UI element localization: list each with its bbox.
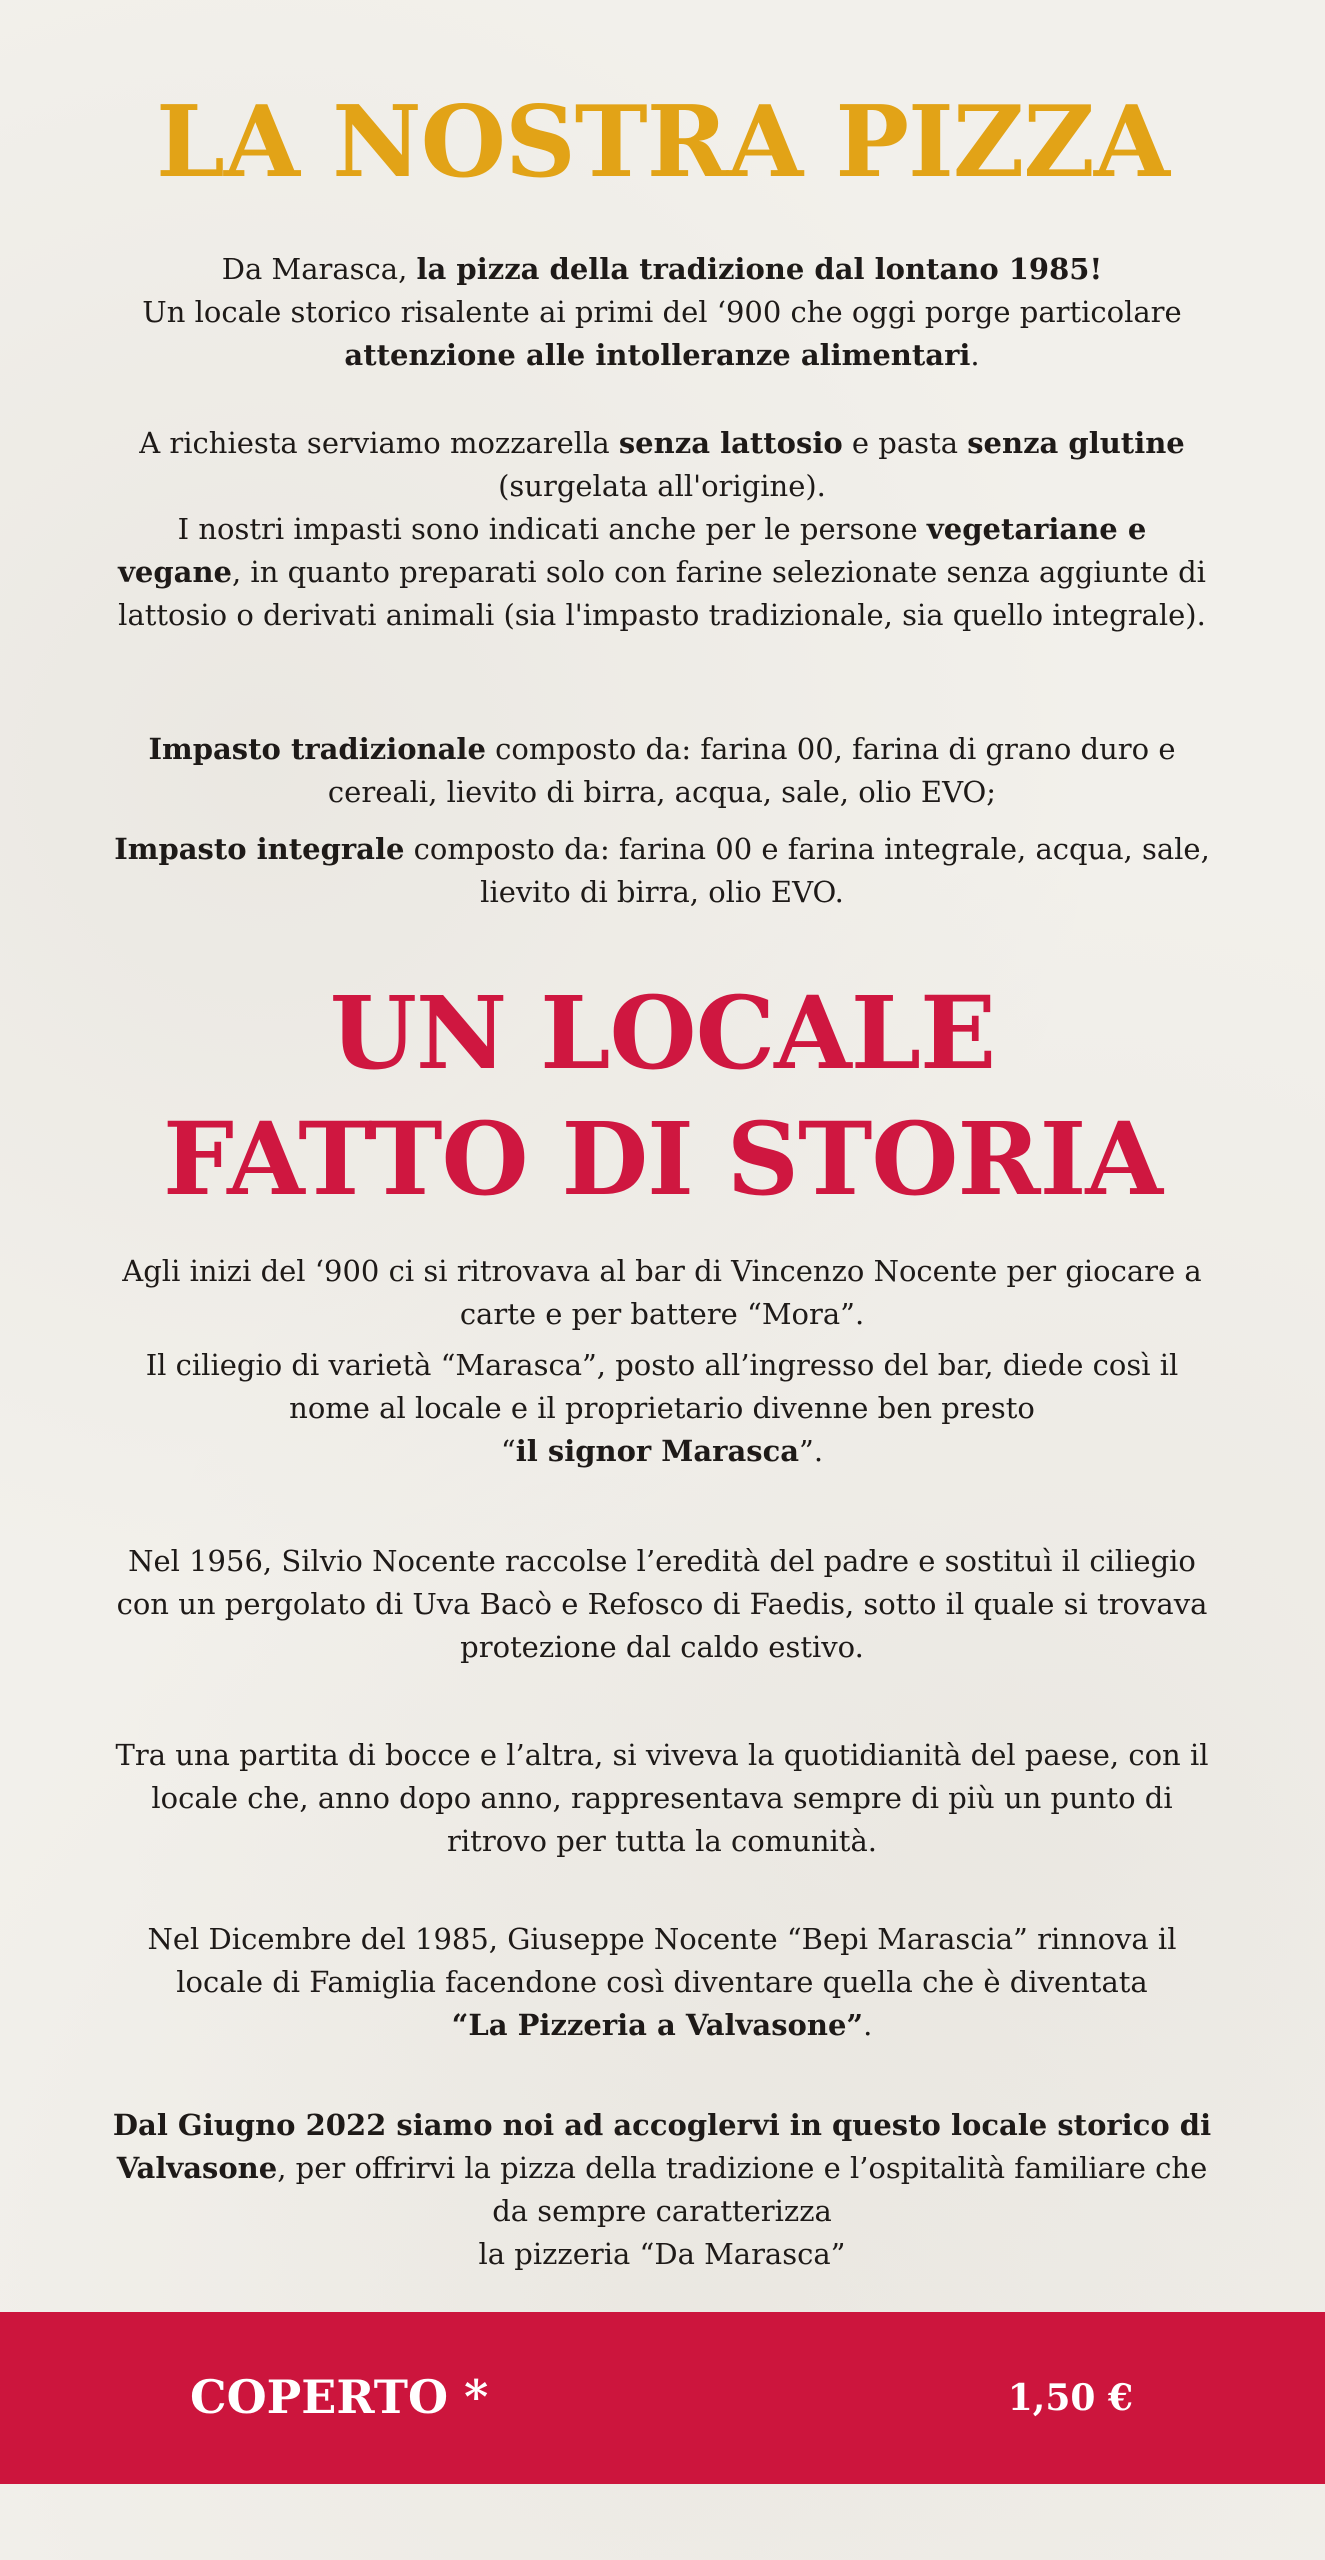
dietary-bold-lactose: senza lattosio — [618, 426, 843, 460]
dietary-bold-gluten: senza glutine — [967, 426, 1185, 460]
coperto-price: 1,50 € — [1007, 2377, 1133, 2419]
history-paragraph-6 — [112, 2104, 1212, 2276]
coperto-label: COPERTO * — [190, 2370, 489, 2424]
history-6-closing: la pizzeria “Da Marasca” — [478, 2237, 846, 2271]
intro-text-c: Un locale storico risalente ai primi del ‘900 che oggi porge particolare — [142, 295, 1182, 329]
intro-text-e: . — [970, 338, 980, 372]
title-un-locale-fatto-di-storia — [0, 970, 1325, 1222]
history-5-text: Nel Dicembre del 1985, Giuseppe Nocente “Bepi Marascia” rinnova il locale di Famiglia facendone così diventare quella che è diventata — [147, 1922, 1177, 1999]
dough-wholegrain-paragraph — [112, 828, 1212, 914]
history-2-quote-close: ”. — [799, 1434, 824, 1468]
dietary-paragraph — [112, 422, 1212, 637]
dough-traditional-paragraph — [112, 728, 1212, 814]
history-paragraph-5 — [112, 1918, 1212, 2047]
history-2-bold-signor-marasca: il signor Marasca — [515, 1434, 800, 1468]
dietary-text-e: (surgelata all'origine). — [498, 469, 826, 503]
dough-wholegrain-text: composto da: farina 00 e farina integrale, acqua, sale, lievito di birra, olio EVO. — [404, 832, 1210, 909]
title-2-line-1: UN LOCALE — [329, 974, 996, 1092]
dietary-bold-vegan: vegetariane e vegane — [118, 512, 1147, 589]
dietary-text-h: , in quanto preparati solo con farine selezionate senza aggiunte di lattosio o derivati animali (sia l'impasto tradizionale, sia quello integrale). — [118, 555, 1206, 632]
title-2-line-2: FATTO DI STORIA — [163, 1100, 1162, 1218]
history-paragraph-4: Tra una partita di bocce e l’altra, si viveva la quotidianità del paese, con il locale che, anno dopo anno, rappresentava sempre di più un punto di ritrovo per tutta la comunità. — [115, 1738, 1209, 1858]
dough-traditional-bold: Impasto tradizionale — [148, 732, 486, 766]
intro-text-bold-tradition: la pizza della tradizione dal lontano 1985! — [416, 252, 1103, 286]
history-paragraph-2 — [112, 1344, 1212, 1473]
history-paragraph-1: Agli inizi del ‘900 ci si ritrovava al bar di Vincenzo Nocente per giocare a carte e per battere “Mora”. — [122, 1254, 1202, 1331]
intro-text-a: Da Marasca, — [221, 252, 417, 286]
intro-paragraph — [112, 248, 1212, 377]
dietary-text-a: A richiesta serviamo mozzarella — [139, 426, 619, 460]
history-2-text: Il ciliegio di varietà “Marasca”, posto all’ingresso del bar, diede così il nome al locale e il proprietario divenne ben presto — [145, 1348, 1179, 1425]
history-5-period: . — [863, 2008, 873, 2042]
dough-wholegrain-bold: Impasto integrale — [114, 832, 405, 866]
dietary-text-c: e pasta — [842, 426, 968, 460]
history-6-bold-welcome: Dal Giugno 2022 siamo noi ad accoglervi in questo locale storico di Valvasone — [112, 2108, 1212, 2185]
history-5-bold-pizzeria: “La Pizzeria a Valvasone” — [451, 2008, 864, 2042]
history-6-text: , per offrirvi la pizza della tradizione e l’ospitalità familiare che da sempre caratterizza — [277, 2151, 1208, 2228]
title-la-nostra-pizza: LA NOSTRA PIZZA — [156, 85, 1169, 200]
history-paragraph-3: Nel 1956, Silvio Nocente raccolse l’eredità del padre e sostituì il ciliegio con un pergolato di Uva Bacò e Refosco di Faedis, sotto il quale si trovava protezione dal caldo estivo. — [116, 1544, 1208, 1664]
dietary-text-f: I nostri impasti sono indicati anche per le persone — [177, 512, 927, 546]
intro-text-bold-intolerance: attenzione alle intolleranze alimentari — [344, 338, 971, 372]
history-2-quote-open: “ — [500, 1434, 516, 1468]
dough-traditional-text: composto da: farina 00, farina di grano duro e cereali, lievito di birra, acqua, sale, olio EVO; — [327, 732, 1176, 809]
